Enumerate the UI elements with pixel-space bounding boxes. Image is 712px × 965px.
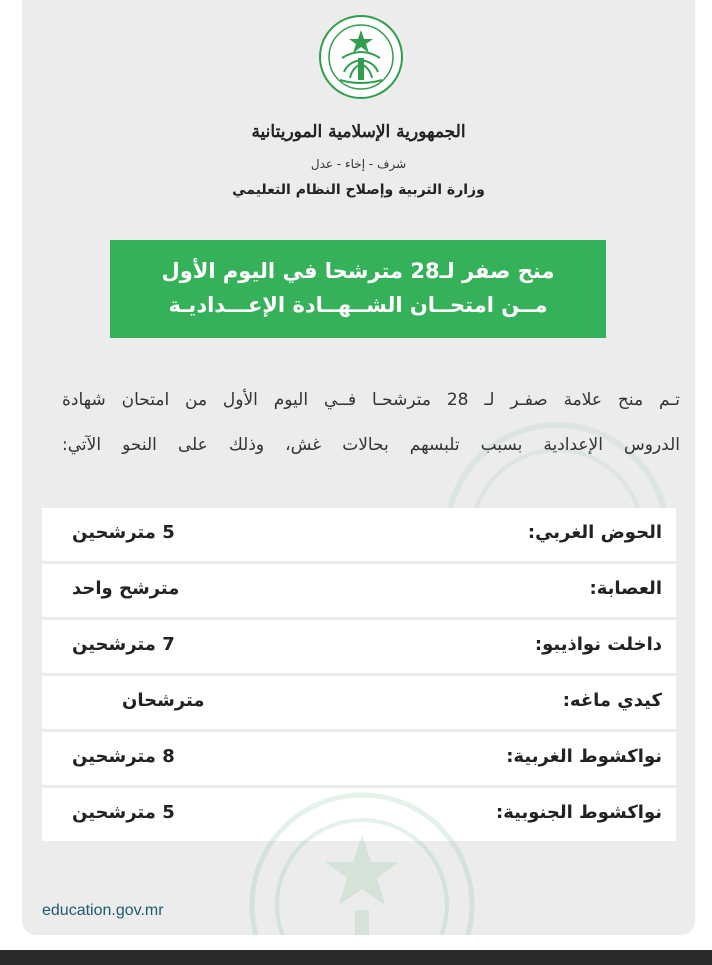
ministry-name: وزارة التربية وإصلاح النظام التعليمي [232,182,485,198]
candidate-count: 5 مترشحين [72,802,175,823]
national-motto: شرف - إخاء - عدل [310,157,407,171]
list-item [42,676,676,732]
headline-line-1: منح صفر لـ28 مترشحا في اليوم الأول [161,259,555,283]
republic-name: الجمهورية الإسلامية الموريتانية [251,122,466,142]
national-seal-icon [318,14,404,100]
candidate-count: مترشح واحد [72,578,180,599]
headline-banner [110,240,606,338]
intro-line-2: الدروس الإعدادية بسبب تلبسهم بحالات غش، وذلك على النحو الآتي: [62,435,680,455]
website-link[interactable]: education.gov.mr [42,902,164,919]
list-item [42,620,676,676]
region-name: كيدي ماغه: [562,690,662,711]
region-name: داخلت نواذيبو: [534,634,662,655]
headline-line-2: مــن امتحــان الشــهــادة الإعـــداديـة [168,293,548,317]
candidate-count: 8 مترشحين [72,746,175,767]
intro-line-1: تـم منح علامة صفـر لـ 28 مترشحـا فــي اليوم الأول من امتحان شهادة [62,390,680,410]
list-item [42,508,676,564]
page-sheet [22,0,695,935]
candidate-count: 7 مترشحين [72,634,175,655]
region-name: العصابة: [589,578,662,599]
region-name: الحوض الغربي: [527,522,662,543]
bottom-bar [0,950,712,965]
seal-watermark-icon [247,790,477,935]
list-item [42,732,676,788]
list-item [42,564,676,620]
intro-paragraph [62,378,680,468]
candidate-count: مترشحان [122,690,205,711]
region-name: نواكشوط الغربية: [506,746,662,767]
candidate-count: 5 مترشحين [72,522,175,543]
region-name: نواكشوط الجنوبية: [496,802,662,823]
